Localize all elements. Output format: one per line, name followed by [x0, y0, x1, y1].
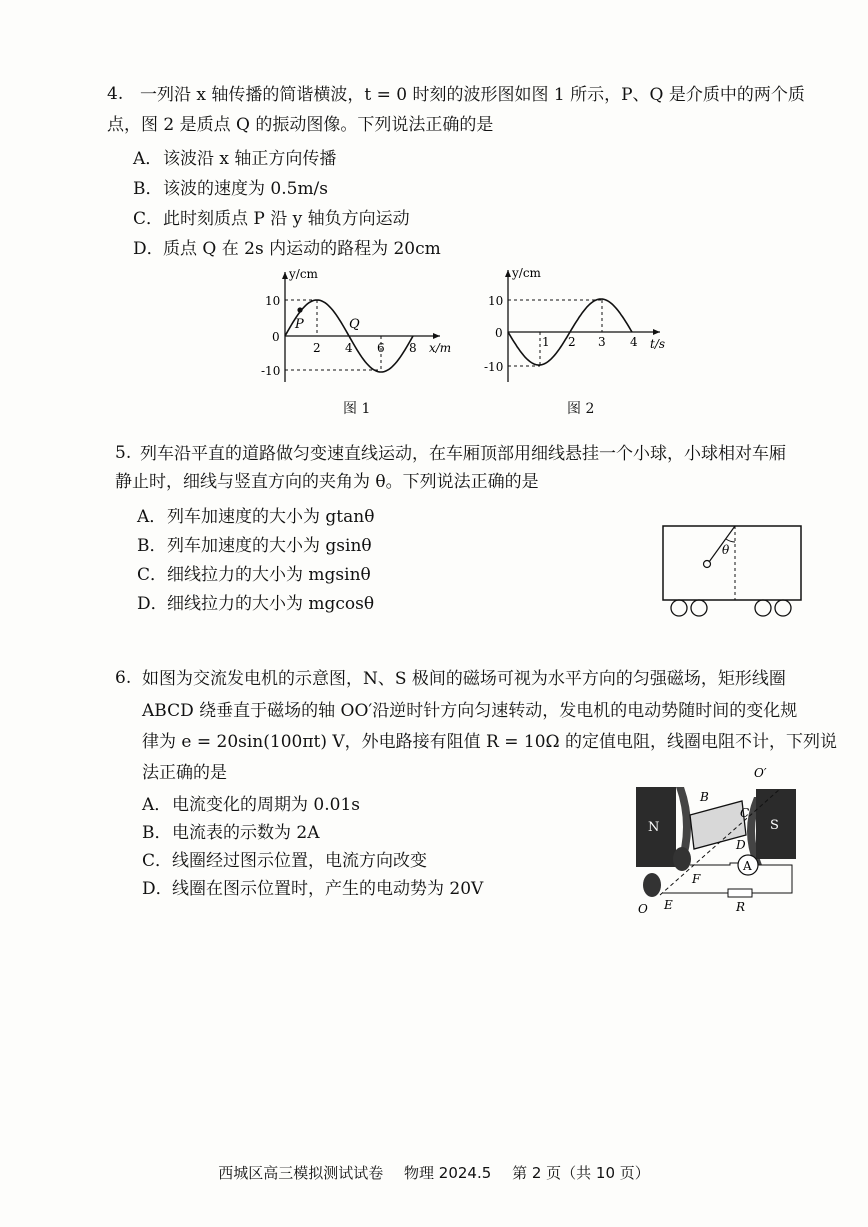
fig1-xlabel: x/m — [429, 341, 452, 355]
fig2-xlabel: t/s — [650, 337, 666, 351]
label-r: R — [736, 900, 746, 914]
n-label: N — [648, 820, 660, 835]
fig1-point-p — [297, 307, 302, 312]
q4-option-b[interactable]: B．该波的速度为 0.5m/s — [133, 179, 329, 199]
fig1-xtick-4: 4 — [345, 341, 353, 355]
slip-ring-1 — [673, 847, 691, 871]
label-o: O — [638, 902, 648, 916]
label-e: E — [664, 898, 673, 912]
fig2-ytick-10: 10 — [488, 294, 504, 308]
wire-right — [752, 865, 792, 893]
q5-option-b[interactable]: B．列车加速度的大小为 gsinθ — [137, 536, 372, 556]
slip-ring-2 — [643, 873, 661, 897]
resistor-r — [728, 889, 752, 897]
fig1-label-q: Q — [349, 317, 360, 332]
q4-number: 4. — [107, 84, 124, 104]
q6-stem-line1: 如图为交流发电机的示意图，N、S 极间的磁场可视为水平方向的匀强磁场，矩形线圈 — [142, 669, 786, 689]
fig1-ytick-neg10: -10 — [261, 364, 281, 378]
q4-stem-line2: 点，图 2 是质点 Q 的振动图像。下列说法正确的是 — [107, 115, 494, 135]
wheel-1 — [671, 600, 687, 616]
fig1-xtick-8: 8 — [409, 341, 417, 355]
label-f: F — [692, 872, 701, 886]
page-footer — [0, 1162, 868, 1183]
q6-stem-line2: ABCD 绕垂直于磁场的轴 OO′沿逆时针方向匀速转动，发电机的电动势随时间的变化规 — [142, 701, 798, 721]
q6-stem-line4: 法正确的是 — [142, 763, 227, 783]
q5-stem-line2: 静止时，细线与竖直方向的夹角为 θ。下列说法正确的是 — [115, 472, 539, 492]
q5-option-c[interactable]: C．细线拉力的大小为 mgsinθ — [137, 565, 371, 585]
theta-label: θ — [722, 543, 730, 557]
footer-title: 西城区高三模拟测试试卷 — [218, 1164, 384, 1182]
q4-option-a[interactable]: A．该波沿 x 轴正方向传播 — [133, 149, 337, 169]
fig1-xtick-2: 2 — [313, 341, 321, 355]
wire-top — [690, 863, 738, 865]
q5-train-car-figure — [655, 520, 815, 625]
fig2-x-arrow — [653, 329, 660, 335]
fig2-xtick-3: 3 — [598, 335, 606, 349]
ball — [704, 561, 711, 568]
footer-page: 第 2 页（共 10 页） — [512, 1164, 650, 1182]
fig2-ytick-neg10: -10 — [484, 360, 504, 374]
fig2-xtick-1: 1 — [542, 335, 550, 349]
label-o-prime: O′ — [754, 766, 767, 780]
q6-option-c[interactable]: C．线圈经过图示位置，电流方向改变 — [142, 851, 427, 871]
fig1-xtick-6: 6 — [377, 341, 385, 355]
fig2-y-arrow — [505, 270, 511, 277]
q4-figure-1-wave-graph — [261, 262, 465, 392]
fig2-xtick-2: 2 — [568, 335, 576, 349]
train-car-body — [663, 526, 801, 600]
fig2-ytick-0: 0 — [495, 326, 503, 340]
q6-option-a[interactable]: A．电流变化的周期为 0.01s — [142, 795, 360, 815]
ammeter-label: A — [743, 859, 752, 873]
fig1-caption: 图 1 — [343, 401, 371, 417]
fig1-ytick-10: 10 — [265, 294, 281, 308]
fig1-y-arrow — [282, 272, 288, 279]
q4-option-d[interactable]: D．质点 Q 在 2s 内运动的路程为 20cm — [133, 239, 441, 259]
q6-option-b[interactable]: B．电流表的示数为 2A — [142, 823, 320, 843]
q4-stem-line1: 一列沿 x 轴传播的简谐横波，t = 0 时刻的波形图如图 1 所示，P、Q 是介质中的两个质 — [140, 85, 805, 105]
label-d: D — [736, 838, 746, 852]
angle-arc — [726, 539, 735, 542]
label-b: B — [700, 790, 709, 804]
q5-stem-line1: 列车沿平直的道路做匀变速直线运动，在车厢顶部用细线悬挂一个小球，小球相对车厢 — [140, 444, 786, 464]
label-c: C — [740, 806, 750, 820]
fig2-xtick-4: 4 — [630, 335, 638, 349]
fig1-x-arrow — [433, 333, 440, 339]
q5-number: 5. — [115, 443, 132, 463]
fig1-label-p: P — [295, 317, 304, 332]
q4-figure-2-vibration-graph — [480, 262, 680, 392]
wheel-4 — [775, 600, 791, 616]
q5-option-d[interactable]: D．细线拉力的大小为 mgcosθ — [137, 594, 375, 614]
fig1-ylabel: y/cm — [289, 267, 318, 281]
q6-stem-line3: 律为 e = 20sin(100πt) V，外电路接有阻值 R = 10Ω 的定值电阻，线圈电阻不计，下列说 — [142, 732, 838, 752]
q6-option-d[interactable]: D．线圈在图示位置时，产生的电动势为 20V — [142, 879, 484, 899]
q6-ac-generator-figure — [630, 765, 810, 915]
footer-subject: 物理 2024.5 — [404, 1164, 492, 1182]
wheel-3 — [755, 600, 771, 616]
fig2-ylabel: y/cm — [512, 266, 541, 280]
q5-option-a[interactable]: A．列车加速度的大小为 gtanθ — [137, 507, 375, 527]
q4-option-c[interactable]: C．此时刻质点 P 沿 y 轴负方向运动 — [133, 209, 410, 229]
fig2-caption: 图 2 — [567, 401, 595, 417]
fig1-ytick-0: 0 — [272, 330, 280, 344]
wheel-2 — [691, 600, 707, 616]
s-label: S — [770, 818, 779, 833]
q6-number: 6. — [115, 668, 132, 688]
